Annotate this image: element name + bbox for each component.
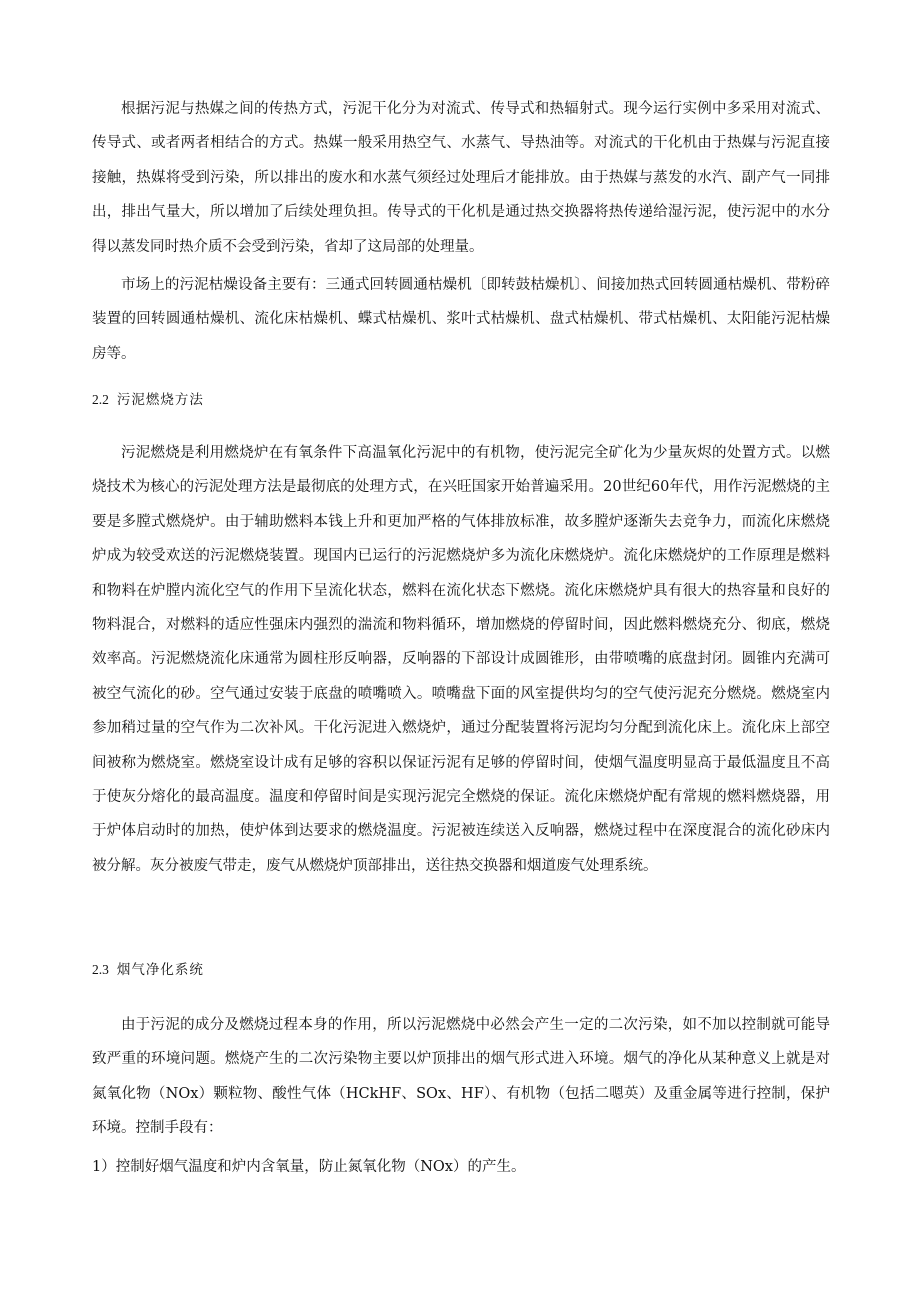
- paragraph-drying-equipment: 市场上的污泥枯燥设备主要有：三通式回转圆通枯燥机〔即转鼓枯燥机〕、间接加热式回转圆通枯燥机、带粉碎装置的回转圆通枯燥机、流化床枯燥机、蝶式枯燥机、浆叶式枯燥机、盘式枯燥机、带式枯燥机、太阳能污泥枯燥房等。: [92, 277, 830, 362]
- section-number: 2.2: [92, 392, 109, 407]
- section-number: 2.3: [92, 962, 109, 977]
- section-heading-2-3: [92, 958, 204, 978]
- section-title: 烟气净化系统: [116, 962, 204, 978]
- section-title: 污泥燃烧方法: [116, 392, 204, 408]
- paragraph-flue-gas: 由于污泥的成分及燃烧过程本身的作用，所以污泥燃烧中必然会产生一定的二次污染，如不加以控制就可能导致严重的环境问题。燃烧产生的二次污染物主要以炉顶排出的烟气形式进入环境。烟气的净化从某种意义上就是对氮氧化物（NOx）颗粒物、酸性气体（HCkHF、SOx、HF）、有机物（包括二嗯英）及重金属等进行控制，保护环境。控制手段有：: [92, 1017, 830, 1137]
- list-item: 1）控制好烟气温度和炉内含氧量，防止氮氧化物（NOx）的产生。: [92, 1159, 526, 1175]
- section-heading-2-2: [92, 388, 204, 408]
- paragraph-drying-methods: 根据污泥与热媒之间的传热方式，污泥干化分为对流式、传导式和热辐射式。现今运行实例中多采用对流式、传导式、或者两者相结合的方式。热媒一般采用热空气、水蒸气、导热油等。对流式的干化机由于热媒与污泥直接接触，热媒将受到污染，所以排出的废水和水蒸气须经过处理后才能排放。由于热媒与蒸发的水汽、副产气一同排出，排出气量大，所以增加了后续处理负担。传导式的干化机是通过热交换器将热传递给湿污泥，使污泥中的水分得以蒸发同时热介质不会受到污染，省却了这局部的处理量。: [92, 101, 830, 255]
- paragraph-incineration: 污泥燃烧是利用燃烧炉在有氧条件下高温氧化污泥中的有机物，使污泥完全矿化为少量灰烬的处置方式。以燃烧技术为核心的污泥处理方法是最彻底的处理方式，在兴旺国家开始普遍采用。20世纪60年代，用作污泥燃烧的主要是多膛式燃烧炉。由于辅助燃料本钱上升和更加严格的气体排放标准，故多膛炉逐渐失去竞争力，而流化床燃烧炉成为较受欢送的污泥燃烧装置。现国内已运行的污泥燃烧炉多为流化床燃烧炉。流化床燃烧炉的工作原理是燃料和物料在炉膛内流化空气的作用下呈流化状态，燃料在流化状态下燃烧。流化床燃烧炉具有很大的热容量和良好的物料混合，对燃料的适应性强床内强烈的湍流和物料循环，增加燃烧的停留时间，因此燃料燃烧充分、彻底，燃烧效率高。污泥燃烧流化床通常为圆柱形反响器，反响器的下部设计成圆锥形，由带喷嘴的底盘封闭。圆锥内充满可被空气流化的砂。空气通过安装于底盘的喷嘴喷入。喷嘴盘下面的风室提供均匀的空气使污泥充分燃烧。燃烧室内参加稍过量的空气作为二次补风。干化污泥进入燃烧炉，通过分配装置将污泥均匀分配到流化床上。流化床上部空间被称为燃烧室。燃烧室设计成有足够的容积以保证污泥有足够的停留时间，使烟气温度明显高于最低温度且不高于使灰分熔化的最高温度。温度和停留时间是实现污泥完全燃烧的保证。流化床燃烧炉配有常规的燃料燃烧器，用于炉体启动时的加热，使炉体到达要求的燃烧温度。污泥被连续送入反响器，燃烧过程中在深度混合的流化砂床内被分解。灰分被废气带走，废气从燃烧炉顶部排出，送往热交换器和烟道废气处理系统。: [92, 445, 830, 874]
